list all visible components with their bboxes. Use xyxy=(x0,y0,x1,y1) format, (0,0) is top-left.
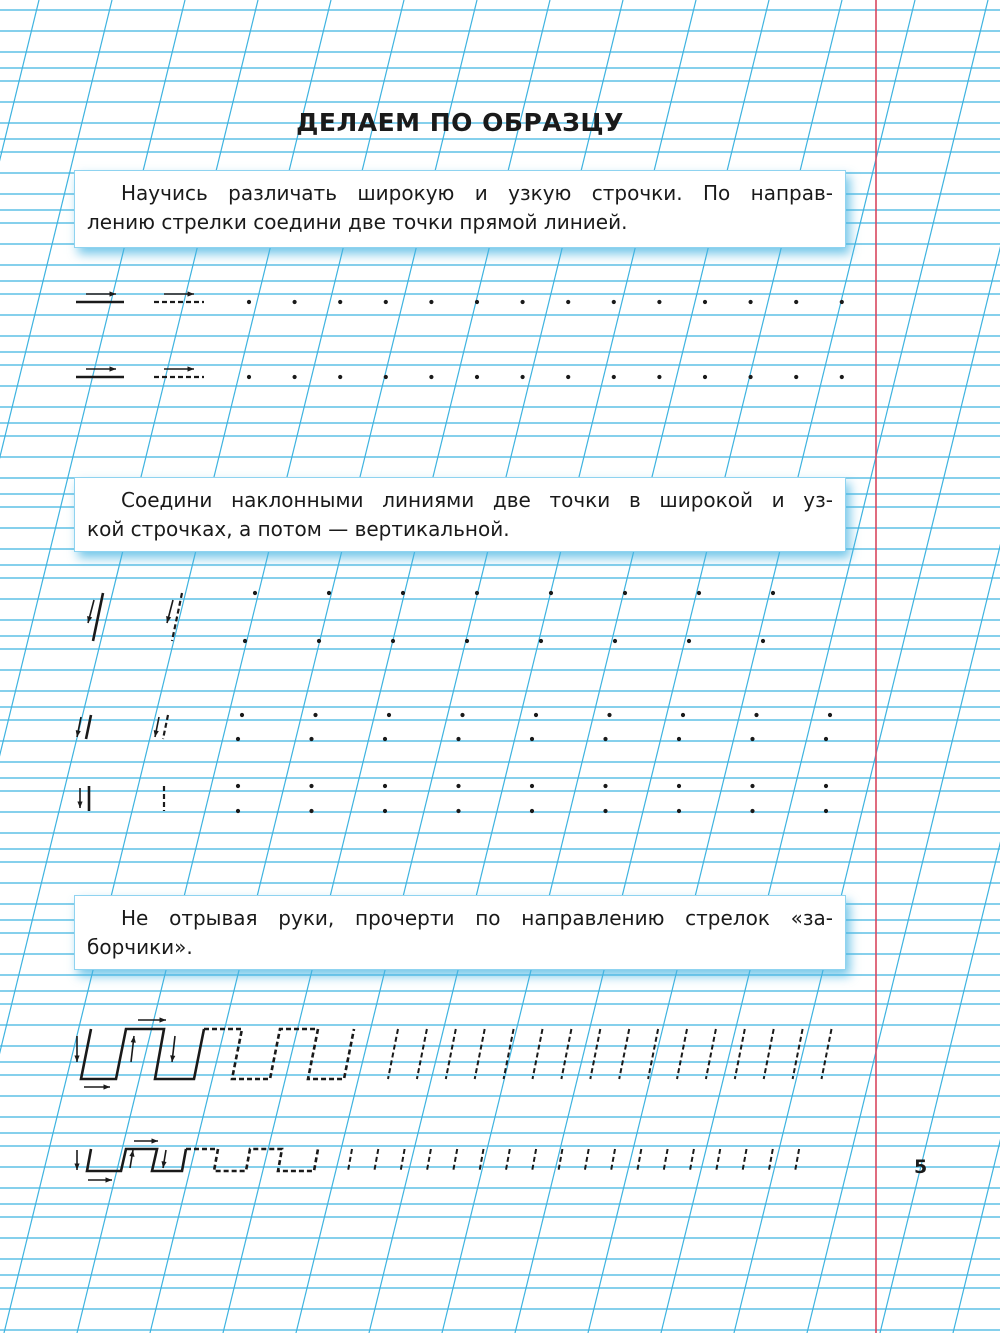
dot xyxy=(549,591,553,595)
dot xyxy=(521,375,525,379)
dot xyxy=(247,375,251,379)
dot xyxy=(391,639,395,643)
dot xyxy=(327,591,331,595)
dashed-fence-stroke xyxy=(374,1149,378,1171)
dot xyxy=(236,809,240,813)
dot xyxy=(429,375,433,379)
arrow-down-icon xyxy=(170,1036,175,1062)
arrow-head xyxy=(77,801,82,808)
dot xyxy=(236,737,240,741)
sample-fence-dashed xyxy=(186,1149,318,1171)
dot xyxy=(612,375,616,379)
dot xyxy=(338,300,342,304)
arrow-head xyxy=(151,1138,158,1143)
dot xyxy=(401,591,405,595)
dashed-fence-stroke xyxy=(764,1029,774,1079)
dot xyxy=(387,713,391,717)
dot xyxy=(456,784,460,788)
dot xyxy=(530,737,534,741)
dashed-fence-stroke xyxy=(619,1029,629,1079)
arrow-right-icon xyxy=(138,1017,166,1022)
dot xyxy=(657,300,661,304)
dot xyxy=(657,375,661,379)
instruction-2-line-1: Соедини наклонными линиями две точки в широкой и уз- xyxy=(121,488,833,512)
arrow-head xyxy=(87,616,92,623)
arrow-head xyxy=(187,291,194,296)
dot xyxy=(603,784,607,788)
instruction-3-line-1: Не отрывая руки, прочерти по направлению стрелок «за- xyxy=(121,906,833,930)
dot xyxy=(623,591,627,595)
arrow-right-icon xyxy=(164,291,194,296)
dot xyxy=(761,639,765,643)
dot xyxy=(383,737,387,741)
page-title: ДЕЛАЕМ ПО ОБРАЗЦУ xyxy=(296,108,624,137)
dot xyxy=(824,784,828,788)
arrow-head xyxy=(109,291,116,296)
dot xyxy=(309,809,313,813)
page-number: 5 xyxy=(914,1156,928,1178)
dot xyxy=(456,737,460,741)
dot xyxy=(749,300,753,304)
dot xyxy=(613,639,617,643)
dot xyxy=(475,375,479,379)
dot xyxy=(603,809,607,813)
arrow-up-icon xyxy=(129,1150,134,1168)
arrow-down-icon xyxy=(74,1150,79,1170)
dashed-fence-stroke xyxy=(558,1149,562,1171)
dashed-fence-stroke xyxy=(504,1029,514,1079)
dot xyxy=(383,809,387,813)
dashed-fence-stroke xyxy=(743,1149,747,1171)
dashed-fence-stroke xyxy=(822,1029,832,1079)
dot xyxy=(465,639,469,643)
dashed-fence-stroke xyxy=(795,1149,799,1171)
dot xyxy=(539,639,543,643)
dashed-fence-stroke xyxy=(664,1149,668,1171)
arrow-right-icon xyxy=(86,366,116,371)
arrow-right-icon xyxy=(164,366,194,371)
dot xyxy=(603,737,607,741)
arrow-head xyxy=(105,1177,112,1182)
arrow-down-icon xyxy=(87,600,94,623)
dashed-fence-stroke xyxy=(690,1149,694,1171)
arrow-right-icon xyxy=(84,1084,110,1089)
dot xyxy=(247,300,251,304)
dashed-fence-stroke xyxy=(417,1029,427,1079)
dot xyxy=(794,375,798,379)
dot xyxy=(687,639,691,643)
dot xyxy=(794,300,798,304)
dashed-fence-stroke xyxy=(735,1029,745,1079)
arrow-down-icon xyxy=(76,717,81,737)
dashed-fence-stroke xyxy=(677,1029,687,1079)
dot xyxy=(771,591,775,595)
arrow-head xyxy=(129,1150,134,1157)
dashed-fence-stroke xyxy=(716,1149,720,1171)
dot xyxy=(703,375,707,379)
arrow-down-icon xyxy=(154,717,159,737)
dashed-fence-stroke xyxy=(532,1149,536,1171)
arrow-head xyxy=(74,1163,79,1170)
arrow-head xyxy=(159,1017,166,1022)
arrow-right-icon xyxy=(86,291,116,296)
arrow-right-icon xyxy=(88,1177,112,1182)
arrow-down-icon xyxy=(74,1036,79,1062)
dot xyxy=(383,784,387,788)
dot xyxy=(828,713,832,717)
arrow-down-icon xyxy=(77,788,82,808)
dot xyxy=(677,784,681,788)
dashed-fence-stroke xyxy=(475,1029,485,1079)
dot xyxy=(612,300,616,304)
dashed-fence-stroke xyxy=(561,1029,571,1079)
dot xyxy=(530,784,534,788)
dashed-fence-stroke xyxy=(427,1149,431,1171)
dashed-fence-stroke xyxy=(637,1149,641,1171)
dot xyxy=(677,809,681,813)
sample-fence-solid xyxy=(81,1029,204,1079)
arrow-head xyxy=(109,366,116,371)
dot xyxy=(534,713,538,717)
dot xyxy=(750,809,754,813)
sample-fence-dashed xyxy=(204,1029,354,1079)
dot xyxy=(607,713,611,717)
arrow-head xyxy=(187,366,194,371)
dot xyxy=(824,809,828,813)
dot xyxy=(566,300,570,304)
dashed-fence-stroke xyxy=(706,1029,716,1079)
sample-fence-solid xyxy=(87,1149,186,1171)
arrow-down-icon xyxy=(166,600,173,623)
dot xyxy=(840,375,844,379)
dot xyxy=(840,300,844,304)
dot xyxy=(309,784,313,788)
arrow-head xyxy=(162,1161,167,1168)
dot xyxy=(475,591,479,595)
arrow-head xyxy=(103,1084,110,1089)
arrow-down-icon xyxy=(162,1150,167,1168)
dashed-fence-stroke xyxy=(453,1149,457,1171)
dot xyxy=(313,713,317,717)
arrow-head xyxy=(166,616,171,623)
dot xyxy=(293,300,297,304)
dot xyxy=(253,591,257,595)
dot xyxy=(681,713,685,717)
dot xyxy=(521,300,525,304)
dashed-fence-stroke xyxy=(611,1149,615,1171)
dot xyxy=(475,300,479,304)
dot xyxy=(530,809,534,813)
dashed-fence-stroke xyxy=(506,1149,510,1171)
dot xyxy=(697,591,701,595)
dot xyxy=(384,375,388,379)
instruction-1-line-2: лению стрелки соедини две точки прямой линией. xyxy=(87,210,628,234)
dot xyxy=(309,737,313,741)
dot xyxy=(429,300,433,304)
dot xyxy=(703,300,707,304)
dot xyxy=(750,784,754,788)
dot xyxy=(754,713,758,717)
arrow-right-icon xyxy=(134,1138,158,1143)
arrow-up-icon xyxy=(131,1036,136,1062)
sample-slant-dashed-line xyxy=(163,715,168,739)
dot xyxy=(317,639,321,643)
dashed-fence-stroke xyxy=(480,1149,484,1171)
dot xyxy=(677,737,681,741)
dashed-fence-stroke xyxy=(648,1029,658,1079)
instruction-1-line-1: Научись различать широкую и узкую строчки. По направ- xyxy=(121,181,833,205)
dashed-fence-stroke xyxy=(446,1029,456,1079)
instruction-2-line-2: кой строчках, а потом — вертикальной. xyxy=(87,517,510,541)
dot xyxy=(338,375,342,379)
dashed-fence-stroke xyxy=(585,1149,589,1171)
dot xyxy=(240,713,244,717)
sample-slant-line xyxy=(86,715,91,739)
dashed-fence-stroke xyxy=(769,1149,773,1171)
dot xyxy=(384,300,388,304)
dot xyxy=(293,375,297,379)
dot xyxy=(749,375,753,379)
dashed-fence-stroke xyxy=(533,1029,543,1079)
arrow-head xyxy=(74,1055,79,1062)
dot xyxy=(566,375,570,379)
dot xyxy=(750,737,754,741)
dot xyxy=(243,639,247,643)
dashed-fence-stroke xyxy=(793,1029,803,1079)
dashed-fence-stroke xyxy=(348,1149,352,1171)
dashed-fence-stroke xyxy=(590,1029,600,1079)
instruction-3-line-2: борчики». xyxy=(87,935,193,959)
dot xyxy=(460,713,464,717)
dot xyxy=(456,809,460,813)
dot xyxy=(824,737,828,741)
dashed-fence-stroke xyxy=(401,1149,405,1171)
dot xyxy=(236,784,240,788)
dashed-fence-stroke xyxy=(388,1029,398,1079)
